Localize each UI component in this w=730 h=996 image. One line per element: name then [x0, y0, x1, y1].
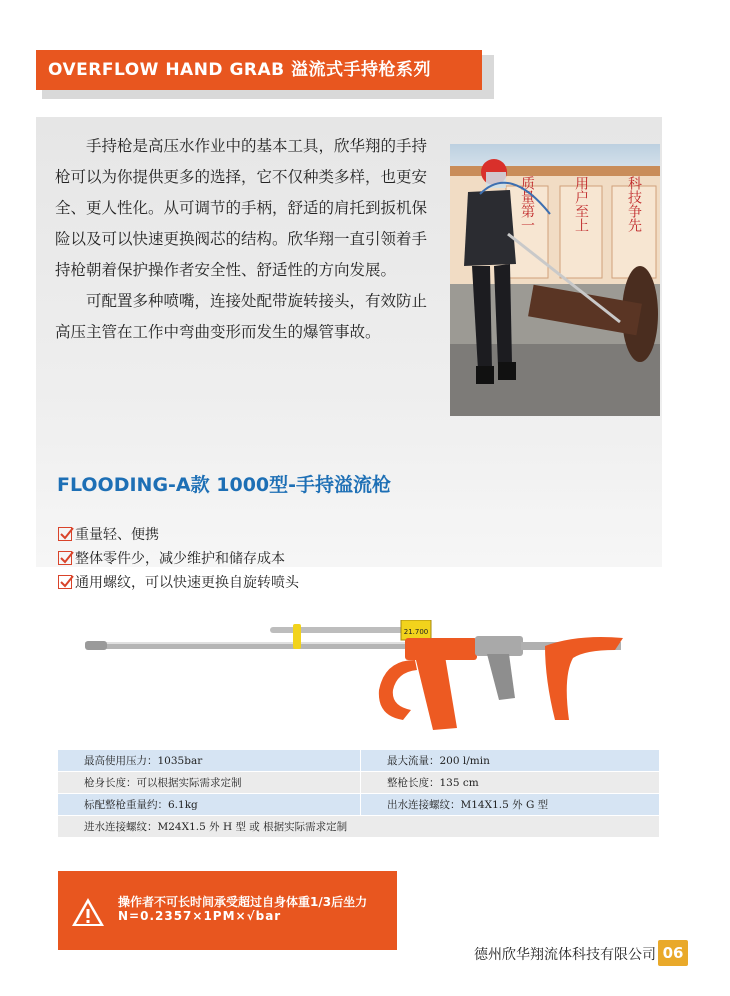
checkbox-icon	[58, 575, 72, 589]
feature-item	[58, 522, 299, 546]
spec-cell: 标配整枪重量约：6.1kg	[58, 794, 361, 816]
spec-cell: 整枪长度：135 cm	[361, 772, 660, 794]
spec-cell: 最大流量：200 l/min	[361, 750, 660, 772]
wall-slogan-3: 科技争先	[626, 176, 642, 232]
spec-cell: 枪身长度：可以根据实际需求定制	[58, 772, 361, 794]
spray-gun-image	[85, 620, 630, 744]
gauge-label: 21.700	[403, 628, 429, 636]
feature-label: 整体零件少，减少维护和储存成本	[75, 551, 285, 567]
spec-cell: 最高使用压力：1035bar	[58, 750, 361, 772]
section-banner: OVERFLOW HAND GRAB 溢流式手持枪系列	[36, 50, 482, 90]
worker-photo	[450, 144, 660, 416]
spec-cell: 出水连接螺纹：M14X1.5 外 G 型	[361, 794, 660, 816]
spec-cell: 进水连接螺纹：M24X1.5 外 H 型 或 根据实际需求定制	[58, 816, 659, 838]
table-row	[58, 816, 659, 838]
warning-text: 操作者不可长时间承受超过自身体重1/3后坐力	[118, 895, 368, 909]
feature-list	[58, 522, 299, 594]
page-number: 06	[658, 940, 688, 966]
table-row	[58, 772, 659, 794]
table-row	[58, 750, 659, 772]
model-title: FLOODING-A款 1000型-手持溢流枪	[57, 474, 392, 496]
checkbox-icon	[58, 527, 72, 541]
footer-company: 德州欣华翔流体科技有限公司	[474, 947, 656, 963]
intro-paragraph-1: 手持枪是高压水作业中的基本工具，欣华翔的手持枪可以为你提供更多的选择，它不仅种类多样，也更安全、更人性化。从可调节的手柄，舒适的肩托到扳机保险以及可以快速更换阀芯的结构。欣华翔一直引领着手持枪朝着保护操作者安全性、舒适性的方向发展。	[55, 137, 428, 279]
warning-triangle-icon	[70, 896, 106, 932]
feature-item	[58, 570, 299, 594]
warning-box	[58, 871, 397, 950]
wall-slogan-2: 用户至上	[573, 176, 589, 232]
intro-paragraph-2: 可配置多种喷嘴，连接处配带旋转接头，有效防止高压主管在工作中弯曲变形而发生的爆管事故。	[55, 292, 428, 341]
feature-label: 通用螺纹，可以快速更换自旋转喷头	[75, 575, 299, 591]
intro-text	[55, 131, 435, 348]
warning-formula: N=0.2357×1PM×√bar	[118, 909, 282, 923]
spec-table	[58, 750, 659, 838]
checkbox-icon	[58, 551, 72, 565]
feature-item	[58, 546, 299, 570]
table-row	[58, 794, 659, 816]
wall-slogan-1: 质量第一	[519, 176, 535, 232]
feature-label: 重量轻、便携	[75, 527, 159, 543]
